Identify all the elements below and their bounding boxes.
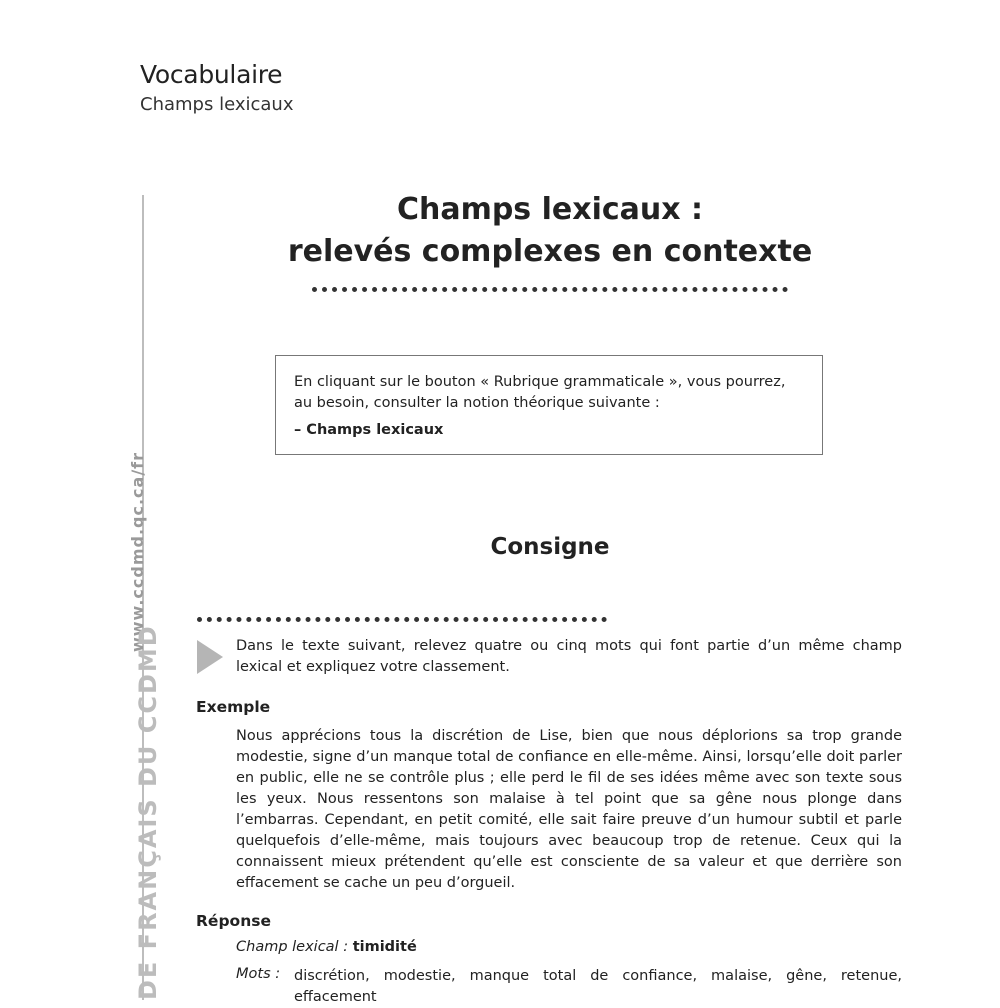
reponse-heading: Réponse — [196, 912, 271, 930]
exemple-heading: Exemple — [196, 698, 271, 716]
page-title-line1: Champs lexicaux : — [396, 192, 704, 227]
play-arrow-icon — [197, 640, 223, 674]
section-title: Vocabulaire — [140, 60, 283, 89]
sidebar-title: DE FRANÇAIS DU CCDMD — [134, 624, 162, 1000]
consigne-instruction: Dans le texte suivant, relevez quatre ou cinq mots qui font partie d’un même champ lexical et expliquez votre classement. — [236, 638, 902, 675]
champ-label: Champ lexical : — [236, 939, 349, 955]
mots-value: discrétion, modestie, manque total de confiance, malaise, gêne, retenue, effacement — [294, 968, 902, 1005]
page-title-line2: relevés complexes en contexte — [287, 234, 813, 269]
exemple-text: Nous apprécions tous la discrétion de Lise, bien que nous déplorions sa trop grande modestie, signe d’un manque total de confiance en elle-même. Ainsi, lorsqu’elle doit parler en public, elle ne se contrôle plus ; elle perd le fil de ses idées même avec son texte sous les yeux. Nous ressentons son malaise à tel point que sa gêne nous plonge dans l’embarras. Cependant, en petit comité, elle sait faire preuve d’un humour subtil et parle quelquefois d’elle-même, mais toujours avec beaucoup trop de retenue. Ceux qui la connaissent mieux prétendent qu’elle est consciente de sa valeur et que derrière son effacement se cache un peu d’orgueil. — [236, 728, 902, 891]
notice-item: – Champs lexicaux — [294, 422, 444, 438]
consigne-dotted-divider — [197, 617, 607, 622]
subsection-title: Champs lexicaux — [140, 94, 294, 115]
notice-text: En cliquant sur le bouton « Rubrique grammaticale », vous pourrez, au besoin, consulter la notion théorique suivante : — [294, 374, 786, 411]
consigne-heading: Consigne — [490, 534, 610, 560]
title-dotted-divider — [312, 287, 788, 292]
reponse-champ-lexical — [236, 939, 417, 955]
notice-box — [275, 355, 823, 455]
sidebar-url: www.ccdmd.qc.ca/fr — [128, 451, 147, 652]
mots-label: Mots : — [236, 966, 281, 982]
champ-value: timidité — [352, 939, 417, 955]
